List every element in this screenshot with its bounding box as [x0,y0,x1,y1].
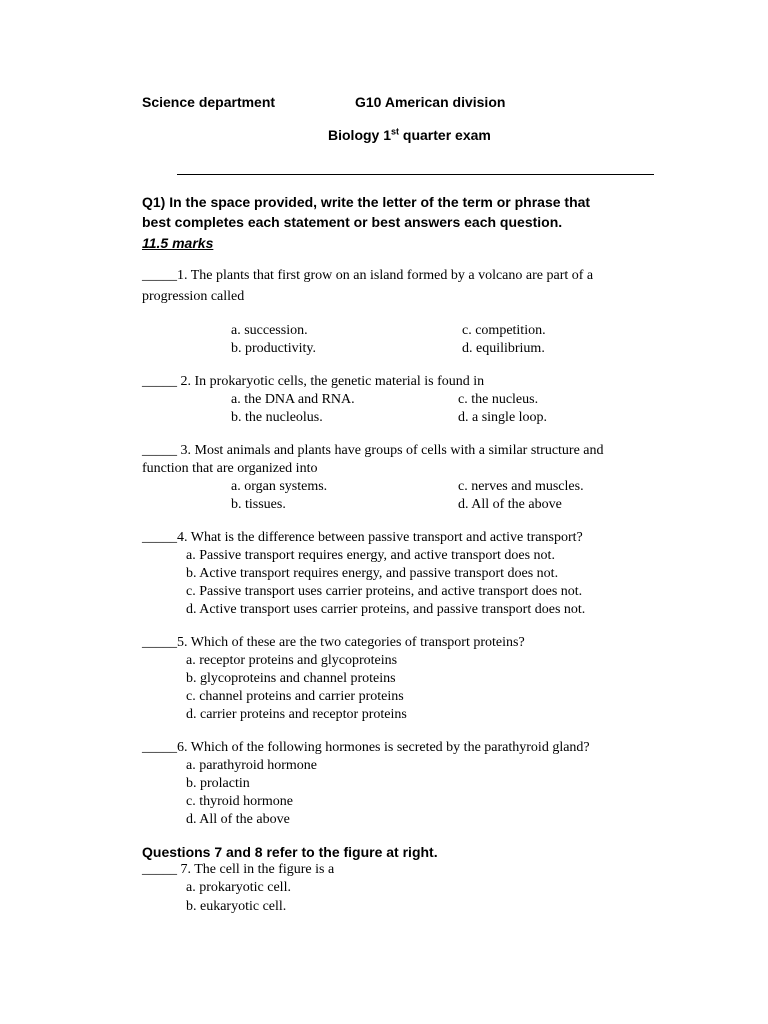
question-2-option-b: b. the nucleolus. [231,410,323,425]
question-1-option-d: d. equilibrium. [462,341,545,356]
question-4-option-b: b. Active transport requires energy, and passive transport does not. [186,566,559,581]
question-7-option-b: b. eukaryotic cell. [186,899,287,914]
exam-title-sup: st [391,126,400,137]
question-5-option-d: d. carrier proteins and receptor proteins [186,707,407,722]
division-label: G10 American division [355,94,506,110]
exam-title [328,127,491,143]
marks-label: 11.5 marks [142,235,214,251]
question-3-stem-cont: function that are organized into [142,461,318,476]
question-4-stem: _____4. What is the difference between passive transport and active transport? [142,530,583,545]
instructions-line-2: best completes each statement or best answers each question. [142,214,563,230]
question-5-option-c: c. channel proteins and carrier proteins [186,689,404,704]
question-7-option-a: a. prokaryotic cell. [186,880,291,895]
question-3-option-d: d. All of the above [458,497,562,512]
question-1-stem: _____1. The plants that first grow on an island formed by a volcano are part of a [142,268,594,283]
question-3-option-a: a. organ systems. [231,479,328,494]
header-divider [177,174,654,175]
question-6-stem: _____6. Which of the following hormones is secreted by the parathyroid gland? [142,740,590,755]
question-6-option-a: a. parathyroid hormone [186,758,318,773]
question-3-option-b: b. tissues. [231,497,286,512]
department-label: Science department [142,94,276,110]
question-4-option-c: c. Passive transport uses carrier proteins, and active transport does not. [186,584,583,599]
question-6-option-d: d. All of the above [186,812,290,827]
question-1-option-b: b. productivity. [231,341,317,356]
question-2-option-c: c. the nucleus. [458,392,539,407]
question-3-option-c: c. nerves and muscles. [458,479,584,494]
question-6-option-b: b. prolactin [186,776,250,791]
question-1-option-a: a. succession. [231,323,308,338]
question-5-stem: _____5. Which of these are the two categories of transport proteins? [142,635,525,650]
question-4-option-d: d. Active transport uses carrier proteins, and passive transport does not. [186,602,586,617]
question-2-option-a: a. the DNA and RNA. [231,392,355,407]
question-1-stem-cont: progression called [142,289,245,304]
question-5-option-a: a. receptor proteins and glycoproteins [186,653,398,668]
instructions-line-1: Q1) In the space provided, write the letter of the term or phrase that [142,194,591,210]
exam-title-suffix: quarter exam [399,127,491,143]
question-4-option-a: a. Passive transport requires energy, and active transport does not. [186,548,555,563]
question-1-option-c: c. competition. [462,323,546,338]
question-6-option-c: c. thyroid hormone [186,794,293,809]
figure-section-heading: Questions 7 and 8 refer to the figure at right. [142,844,438,860]
exam-title-prefix: Biology 1 [328,127,392,143]
question-7-stem: _____ 7. The cell in the figure is a [142,862,335,877]
question-5-option-b: b. glycoproteins and channel proteins [186,671,396,686]
question-2-option-d: d. a single loop. [458,410,548,425]
question-3-stem: _____ 3. Most animals and plants have groups of cells with a similar structure and [142,443,604,458]
question-2-stem: _____ 2. In prokaryotic cells, the genetic material is found in [142,374,485,389]
